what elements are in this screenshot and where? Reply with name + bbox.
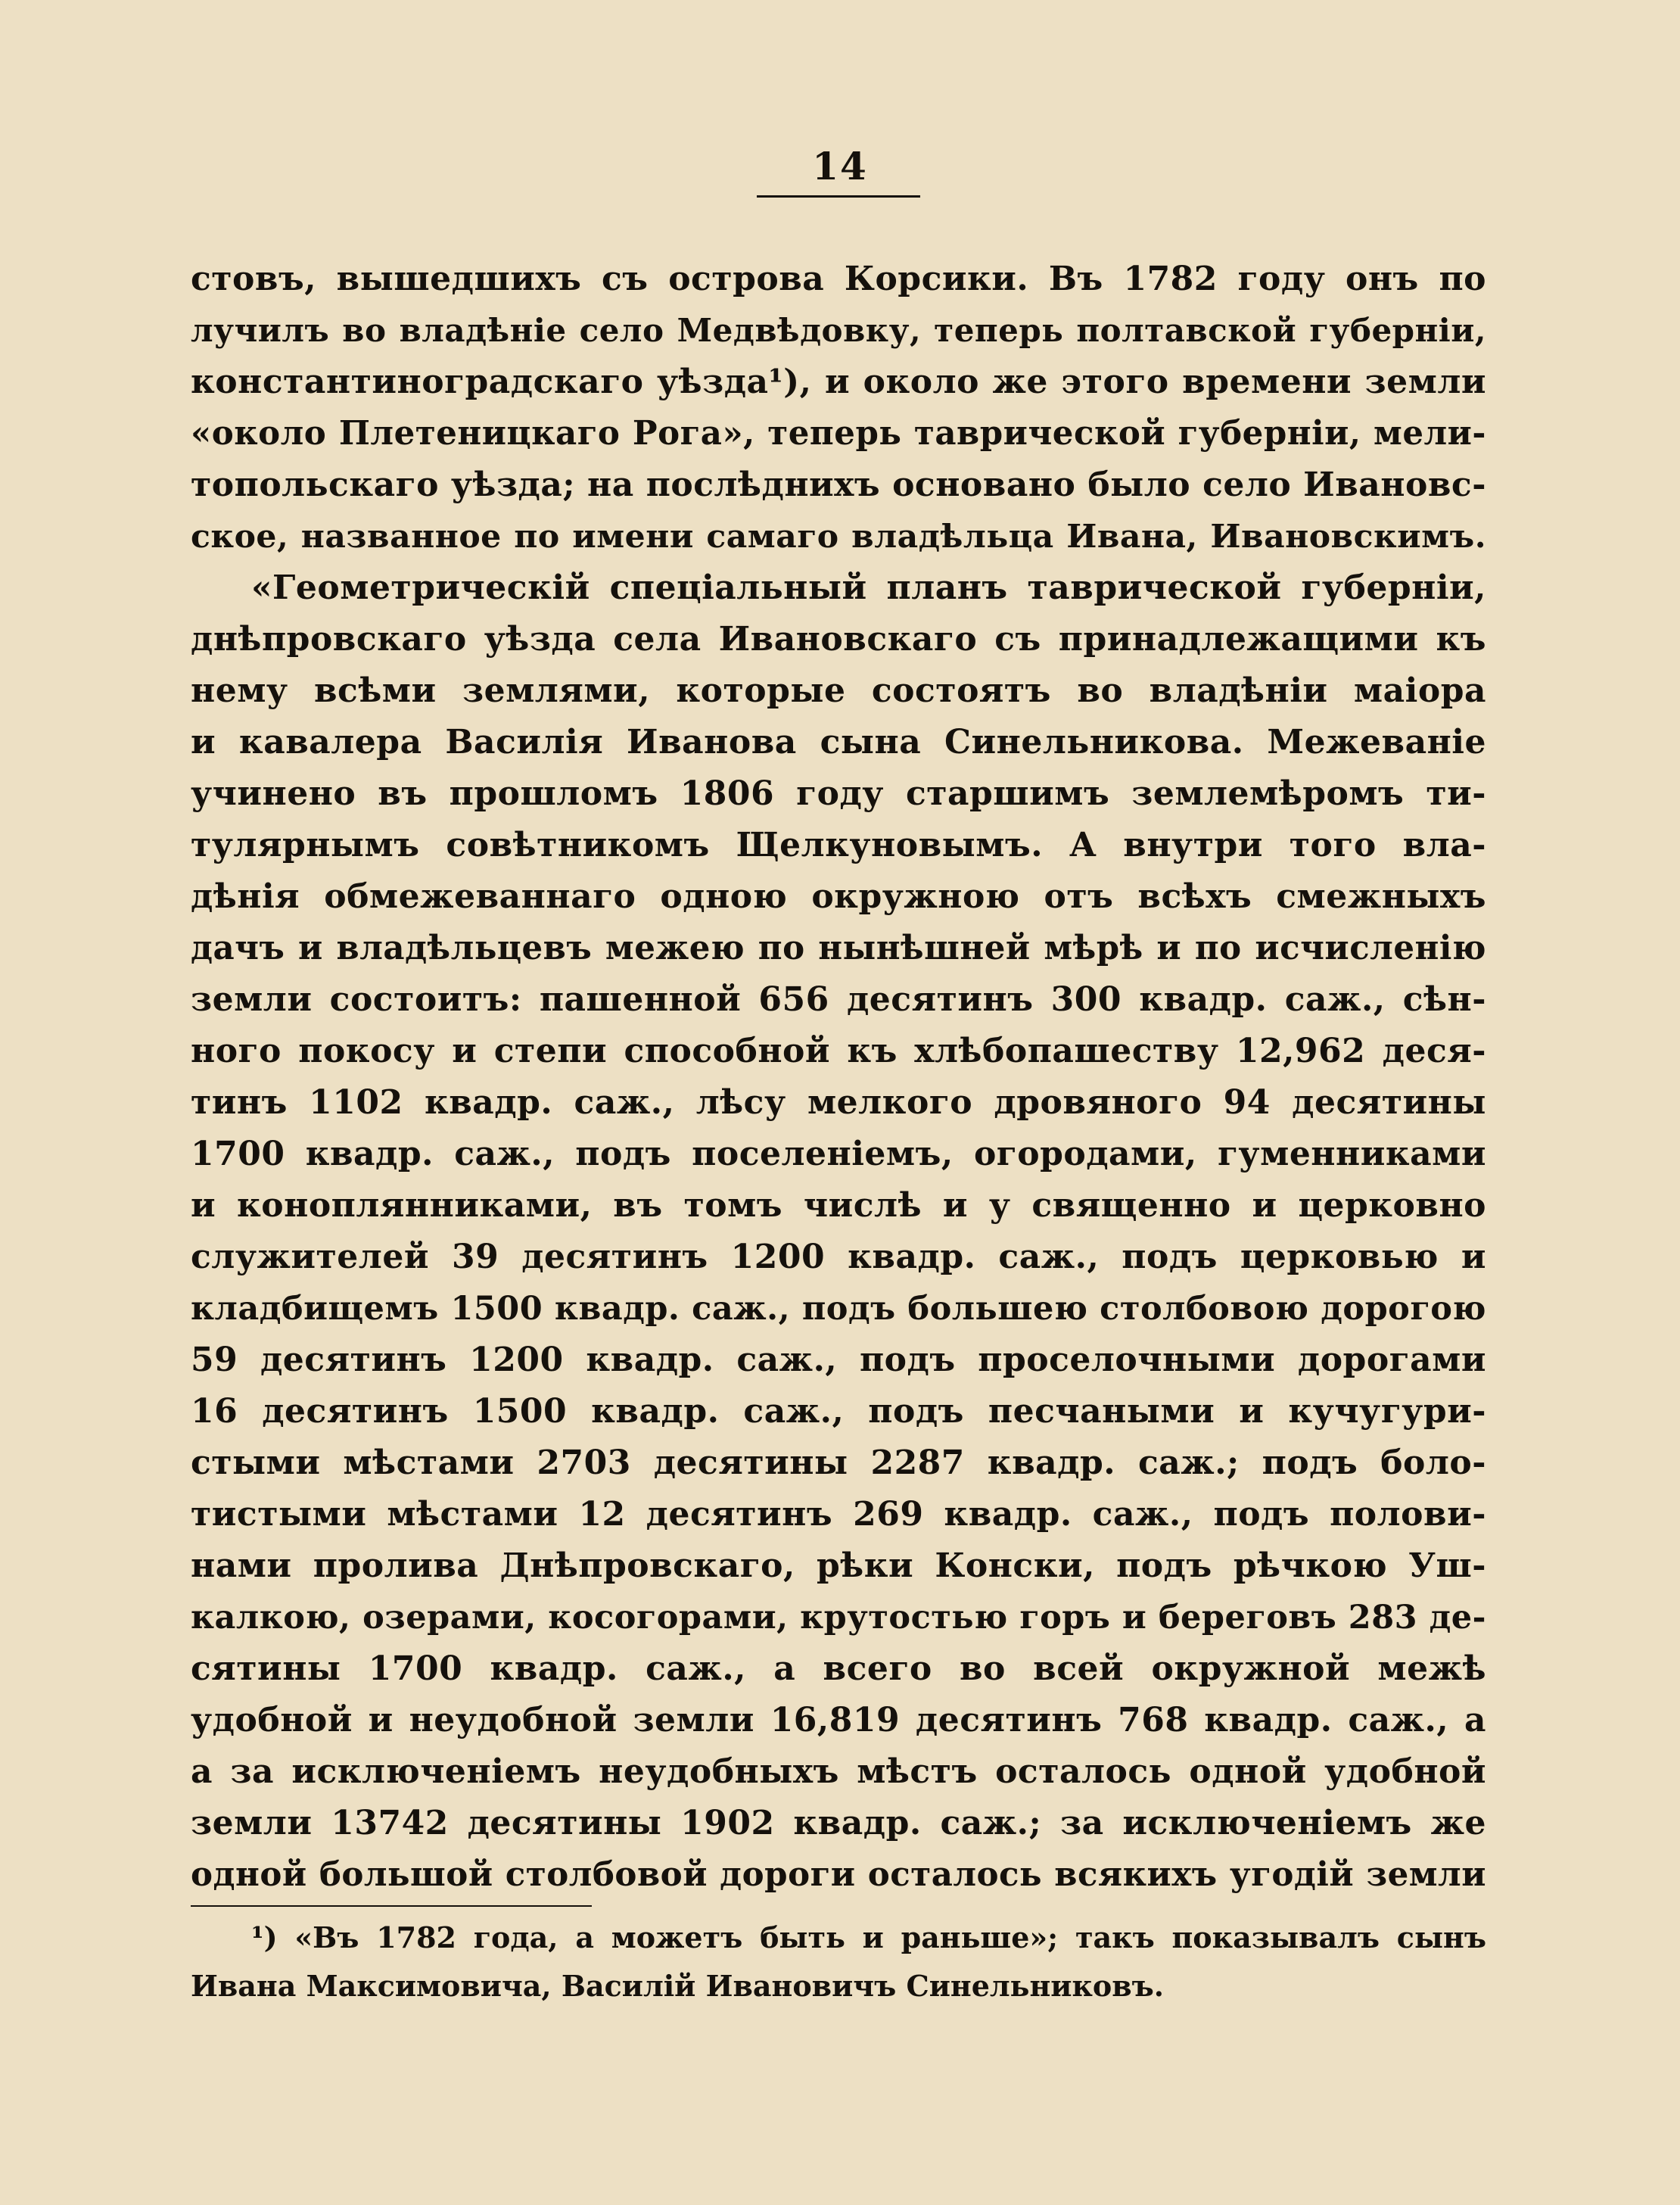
text-line: константиноградскаго уѣзда¹), и около же этого времени земли: [191, 363, 1486, 401]
page-number: 14: [812, 144, 868, 188]
text-line: служителей 39 десятинъ 1200 квадр. саж., подъ церковью и: [191, 1238, 1486, 1276]
text-line: учинено въ прошломъ 1806 году старшимъ землемѣромъ ти-: [191, 774, 1486, 813]
text-line: нему всѣми землями, которые состоятъ во владѣніи маіора: [191, 671, 1486, 710]
footnotes: [191, 1914, 1486, 2010]
page-number-rule: [757, 195, 920, 198]
text-line: земли состоитъ: пашенной 656 десятинъ 300 квадр. саж., сѣн-: [191, 980, 1486, 1019]
text-line: тистыми мѣстами 12 десятинъ 269 квадр. саж., подъ полови-: [191, 1495, 1486, 1534]
text-line: дѣнія обмежеваннаго одною окружною отъ всѣхъ смежныхъ: [191, 877, 1486, 916]
text-line: и кавалера Василія Иванова сына Синельникова. Межеваніе: [191, 723, 1486, 761]
text-line: дачъ и владѣльцевъ межею по нынѣшней мѣрѣ и по исчисленію: [191, 929, 1486, 967]
text-line: и коноплянниками, въ томъ числѣ и у священно и церковно: [191, 1186, 1486, 1225]
text-line: калкою, озерами, косогорами, крутостью горъ и береговъ 283 де-: [191, 1599, 1486, 1637]
footnote-line: ¹) «Въ 1782 года, а можетъ быть и раньше»; такъ показывалъ сынъ: [251, 1920, 1486, 1954]
text-line: 59 десятинъ 1200 квадр. саж., подъ проселочными дорогами: [191, 1341, 1486, 1379]
text-line: тинъ 1102 квадр. саж., лѣсу мелкого дровяного 94 десятины: [191, 1083, 1486, 1122]
footnote-separator: [191, 1905, 592, 1907]
text-line: ного покосу и степи способной къ хлѣбопашеству 12,962 деся-: [191, 1032, 1486, 1070]
footnote-line: Ивана Максимовича, Василій Ивановичъ Синельниковъ.: [191, 1969, 1165, 2003]
text-line: ское, названное по имени самаго владѣльца Ивана, Ивановскимъ.: [191, 518, 1486, 556]
text-line: стовъ, вышедшихъ съ острова Корсики. Въ 1782 году онъ по: [191, 260, 1486, 298]
text-line: 1700 квадр. саж., подъ поселеніемъ, огородами, гуменниками: [191, 1135, 1486, 1173]
text-line: одной большой столбовой дороги осталось всякихъ угодій земли: [191, 1855, 1486, 1894]
text-line: земли 13742 десятины 1902 квадр. саж.; за исключеніемъ же: [191, 1804, 1486, 1842]
text-line: сятины 1700 квадр. саж., а всего во всей окружной межѣ: [191, 1649, 1486, 1688]
text-line: удобной и неудобной земли 16,819 десятинъ 768 квадр. саж., а: [191, 1701, 1486, 1739]
body-text: [191, 254, 1486, 1901]
text-line: «Геометрическій спеціальный планъ таврической губерніи,: [251, 568, 1486, 607]
text-line: кладбищемъ 1500 квадр. саж., подъ большею столбовою дорогою: [191, 1290, 1486, 1328]
text-line: тулярнымъ совѣтникомъ Щелкуновымъ. А внутри того вла-: [191, 826, 1486, 864]
text-line: 16 десятинъ 1500 квадр. саж., подъ песчаными и кучугури-: [191, 1392, 1486, 1431]
text-line: нами пролива Днѣпровскаго, рѣки Конски, подъ рѣчкою Уш-: [191, 1546, 1486, 1585]
text-line: лучилъ во владѣніе село Медвѣдовку, теперь полтавской губерніи,: [191, 312, 1486, 349]
text-line: «около Плетеницкаго Рога», теперь таврической губерніи, мели-: [191, 414, 1486, 453]
text-line: днѣпровскаго уѣзда села Ивановскаго съ принадлежащими къ: [191, 620, 1486, 659]
text-line: а за исключеніемъ неудобныхъ мѣстъ осталось одной удобной: [191, 1752, 1486, 1791]
text-line: топольскаго уѣзда; на послѣднихъ основано было село Ивановс-: [191, 466, 1486, 504]
text-line: стыми мѣстами 2703 десятины 2287 квадр. саж.; подъ боло-: [191, 1444, 1486, 1482]
